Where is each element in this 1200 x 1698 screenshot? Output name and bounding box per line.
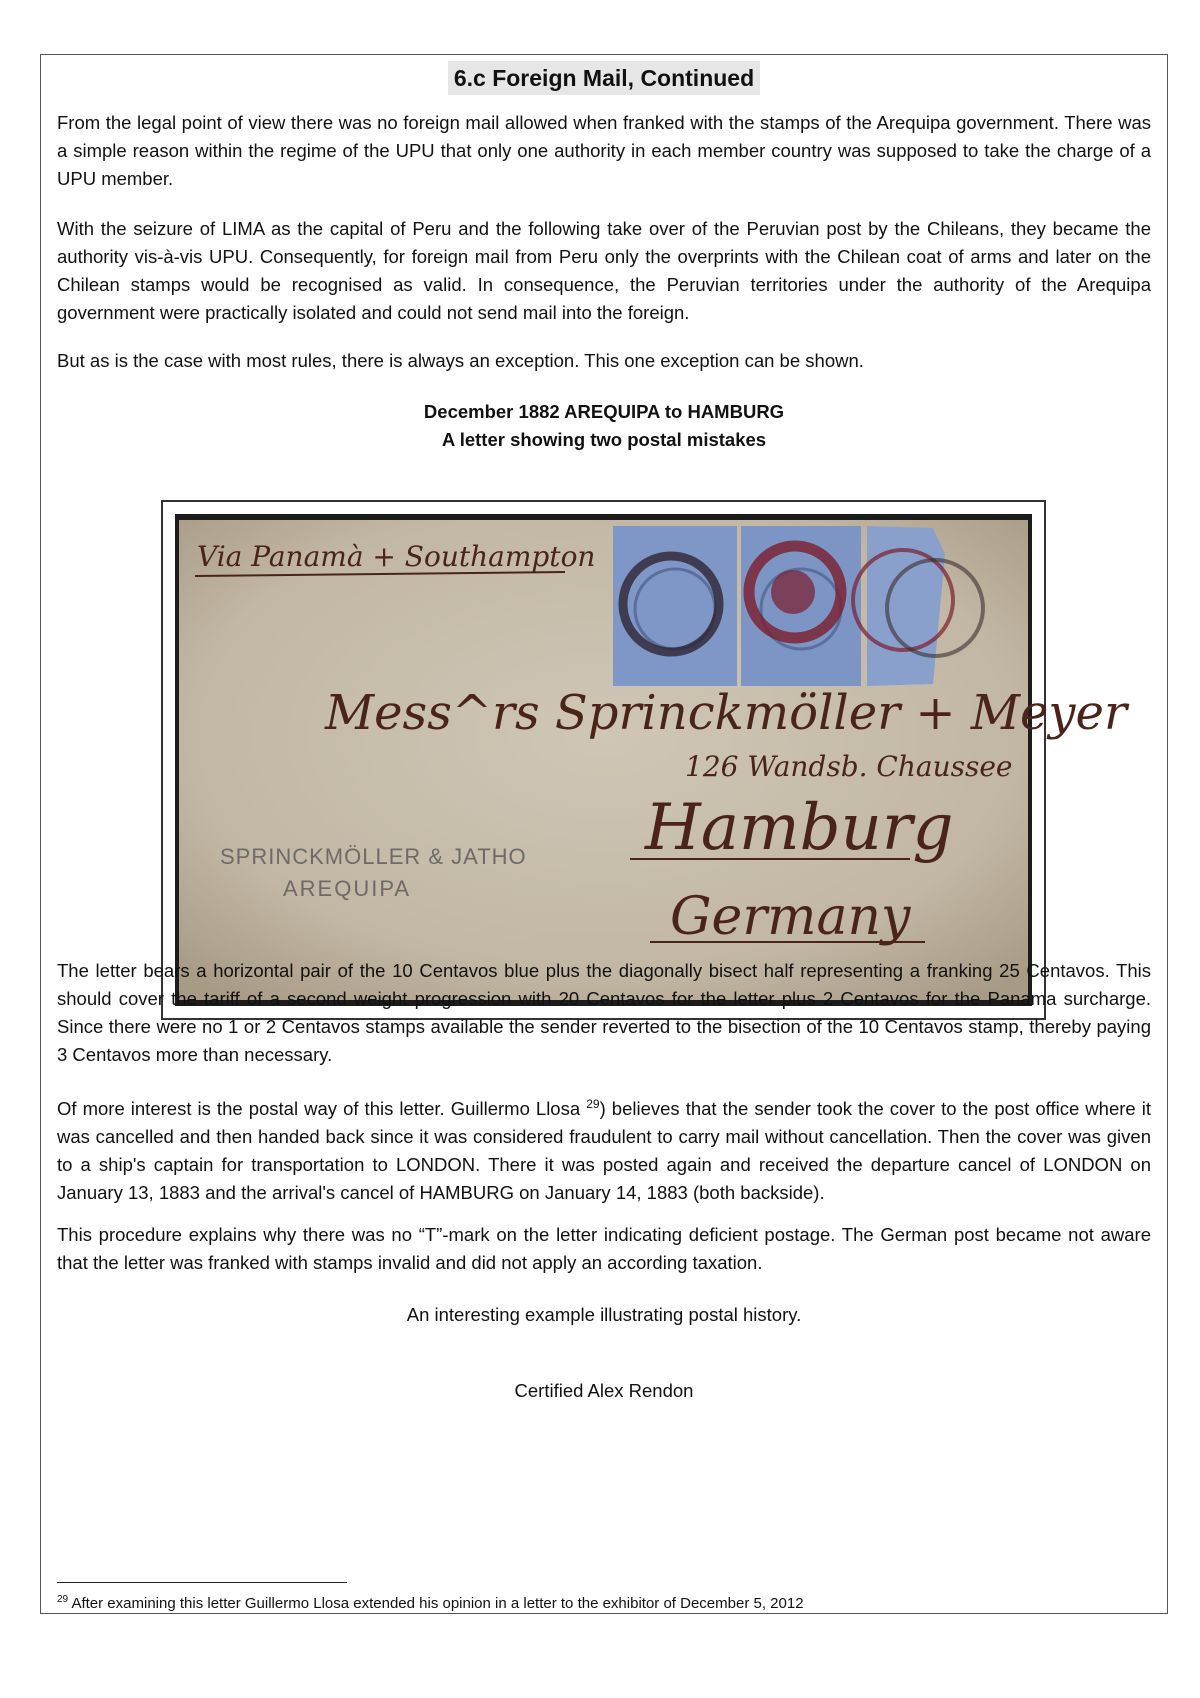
page-title-text: 6.c Foreign Mail, Continued	[448, 61, 760, 95]
route-note: Via Panamà + Southampton	[197, 540, 596, 573]
street: 126 Wandsb. Chaussee	[685, 750, 1013, 783]
cancel-2-center	[771, 570, 815, 614]
sender-stamp-line1: SPRINCKMÖLLER & JATHO	[220, 844, 527, 869]
paragraph-franking: The letter bears a horizontal pair of the 10 Centavos blue plus the diagonally bisect half representing a franking 25 Centavos. This should cover the tariff of a second weight progression with 20 Centavos for the letter plus 2 Centavos for the Panama surcharge. Since there were no 1 or 2 Centavos stamps available the sender reverted to the bisection of the 10 Centavos stamp, thereby paying 3 Centavos more than necessary.	[57, 960, 1151, 1065]
figure-caption-line1: December 1882 AREQUIPA to HAMBURG	[423, 401, 785, 422]
certified-line: Certified Alex Rendon	[514, 1380, 694, 1401]
page-frame	[40, 54, 1168, 1614]
footnote-rule	[57, 1582, 347, 1583]
closing-line: An interesting example illustrating postal history.	[406, 1304, 802, 1325]
addressee: Mess^rs Sprinckmöller + Meyer	[325, 685, 1127, 741]
sender-stamp-line2: AREQUIPA	[283, 876, 412, 901]
paragraph-postal-way-a: Of more interest is the postal way of this letter. Guillermo Llosa	[57, 1098, 587, 1120]
paragraph-procedure: This procedure explains why there was no “T”-mark on the letter indicating deficient postage. The German post became not aware that the letter was franked with stamps invalid and did not apply an according taxation.	[57, 1224, 1151, 1273]
cover-image	[175, 514, 1127, 1006]
footnote	[57, 1590, 804, 1614]
country: Germany	[670, 887, 911, 947]
city: Hamburg	[645, 791, 954, 865]
paragraph-postal-way-b: ) believes that the sender took the cover to the post office where it was cancelled and then handed back since it was considered fraudulent to carry mail without cancellation. Then the cover was given to a ship's captain for transportation to LONDON. There it was posted again and received the departure cancel of LONDON on January 13, 1883 and the arrival's cancel of HAMBURG on January 14, 1883 (both backside).	[57, 1098, 1152, 1204]
footnote-number: 29	[57, 1594, 69, 1605]
figure-caption-line2: A letter showing two postal mistakes	[441, 429, 767, 450]
paragraph-exception: But as is the case with most rules, there is always an exception. This one exception can be shown.	[57, 350, 864, 371]
paragraph-postal-way	[57, 1090, 1151, 1207]
footnote-reference: 29	[586, 1097, 600, 1111]
page-title	[41, 61, 1167, 95]
paragraph-lima: With the seizure of LIMA as the capital of Peru and the following take over of the Peruvian post by the Chileans, they became the authority vis-à-vis UPU. Consequently, for foreign mail from Peru only the overprints with the Chilean coat of arms and later on the Chilean stamps would be recognised as valid. In consequence, the Peruvian territories under the authority of the Arequipa government were practically isolated and could not send mail into the foreign.	[57, 218, 1151, 323]
paragraph-legal: From the legal point of view there was no foreign mail allowed when franked with the stamps of the Arequipa government. There was a simple reason within the regime of the UPU that only one authority in each member country was supposed to take the charge of a UPU member.	[57, 112, 1151, 189]
footnote-text: After examining this letter Guillermo Llosa extended his opinion in a letter to the exhibitor of December 5, 2012	[68, 1595, 804, 1612]
